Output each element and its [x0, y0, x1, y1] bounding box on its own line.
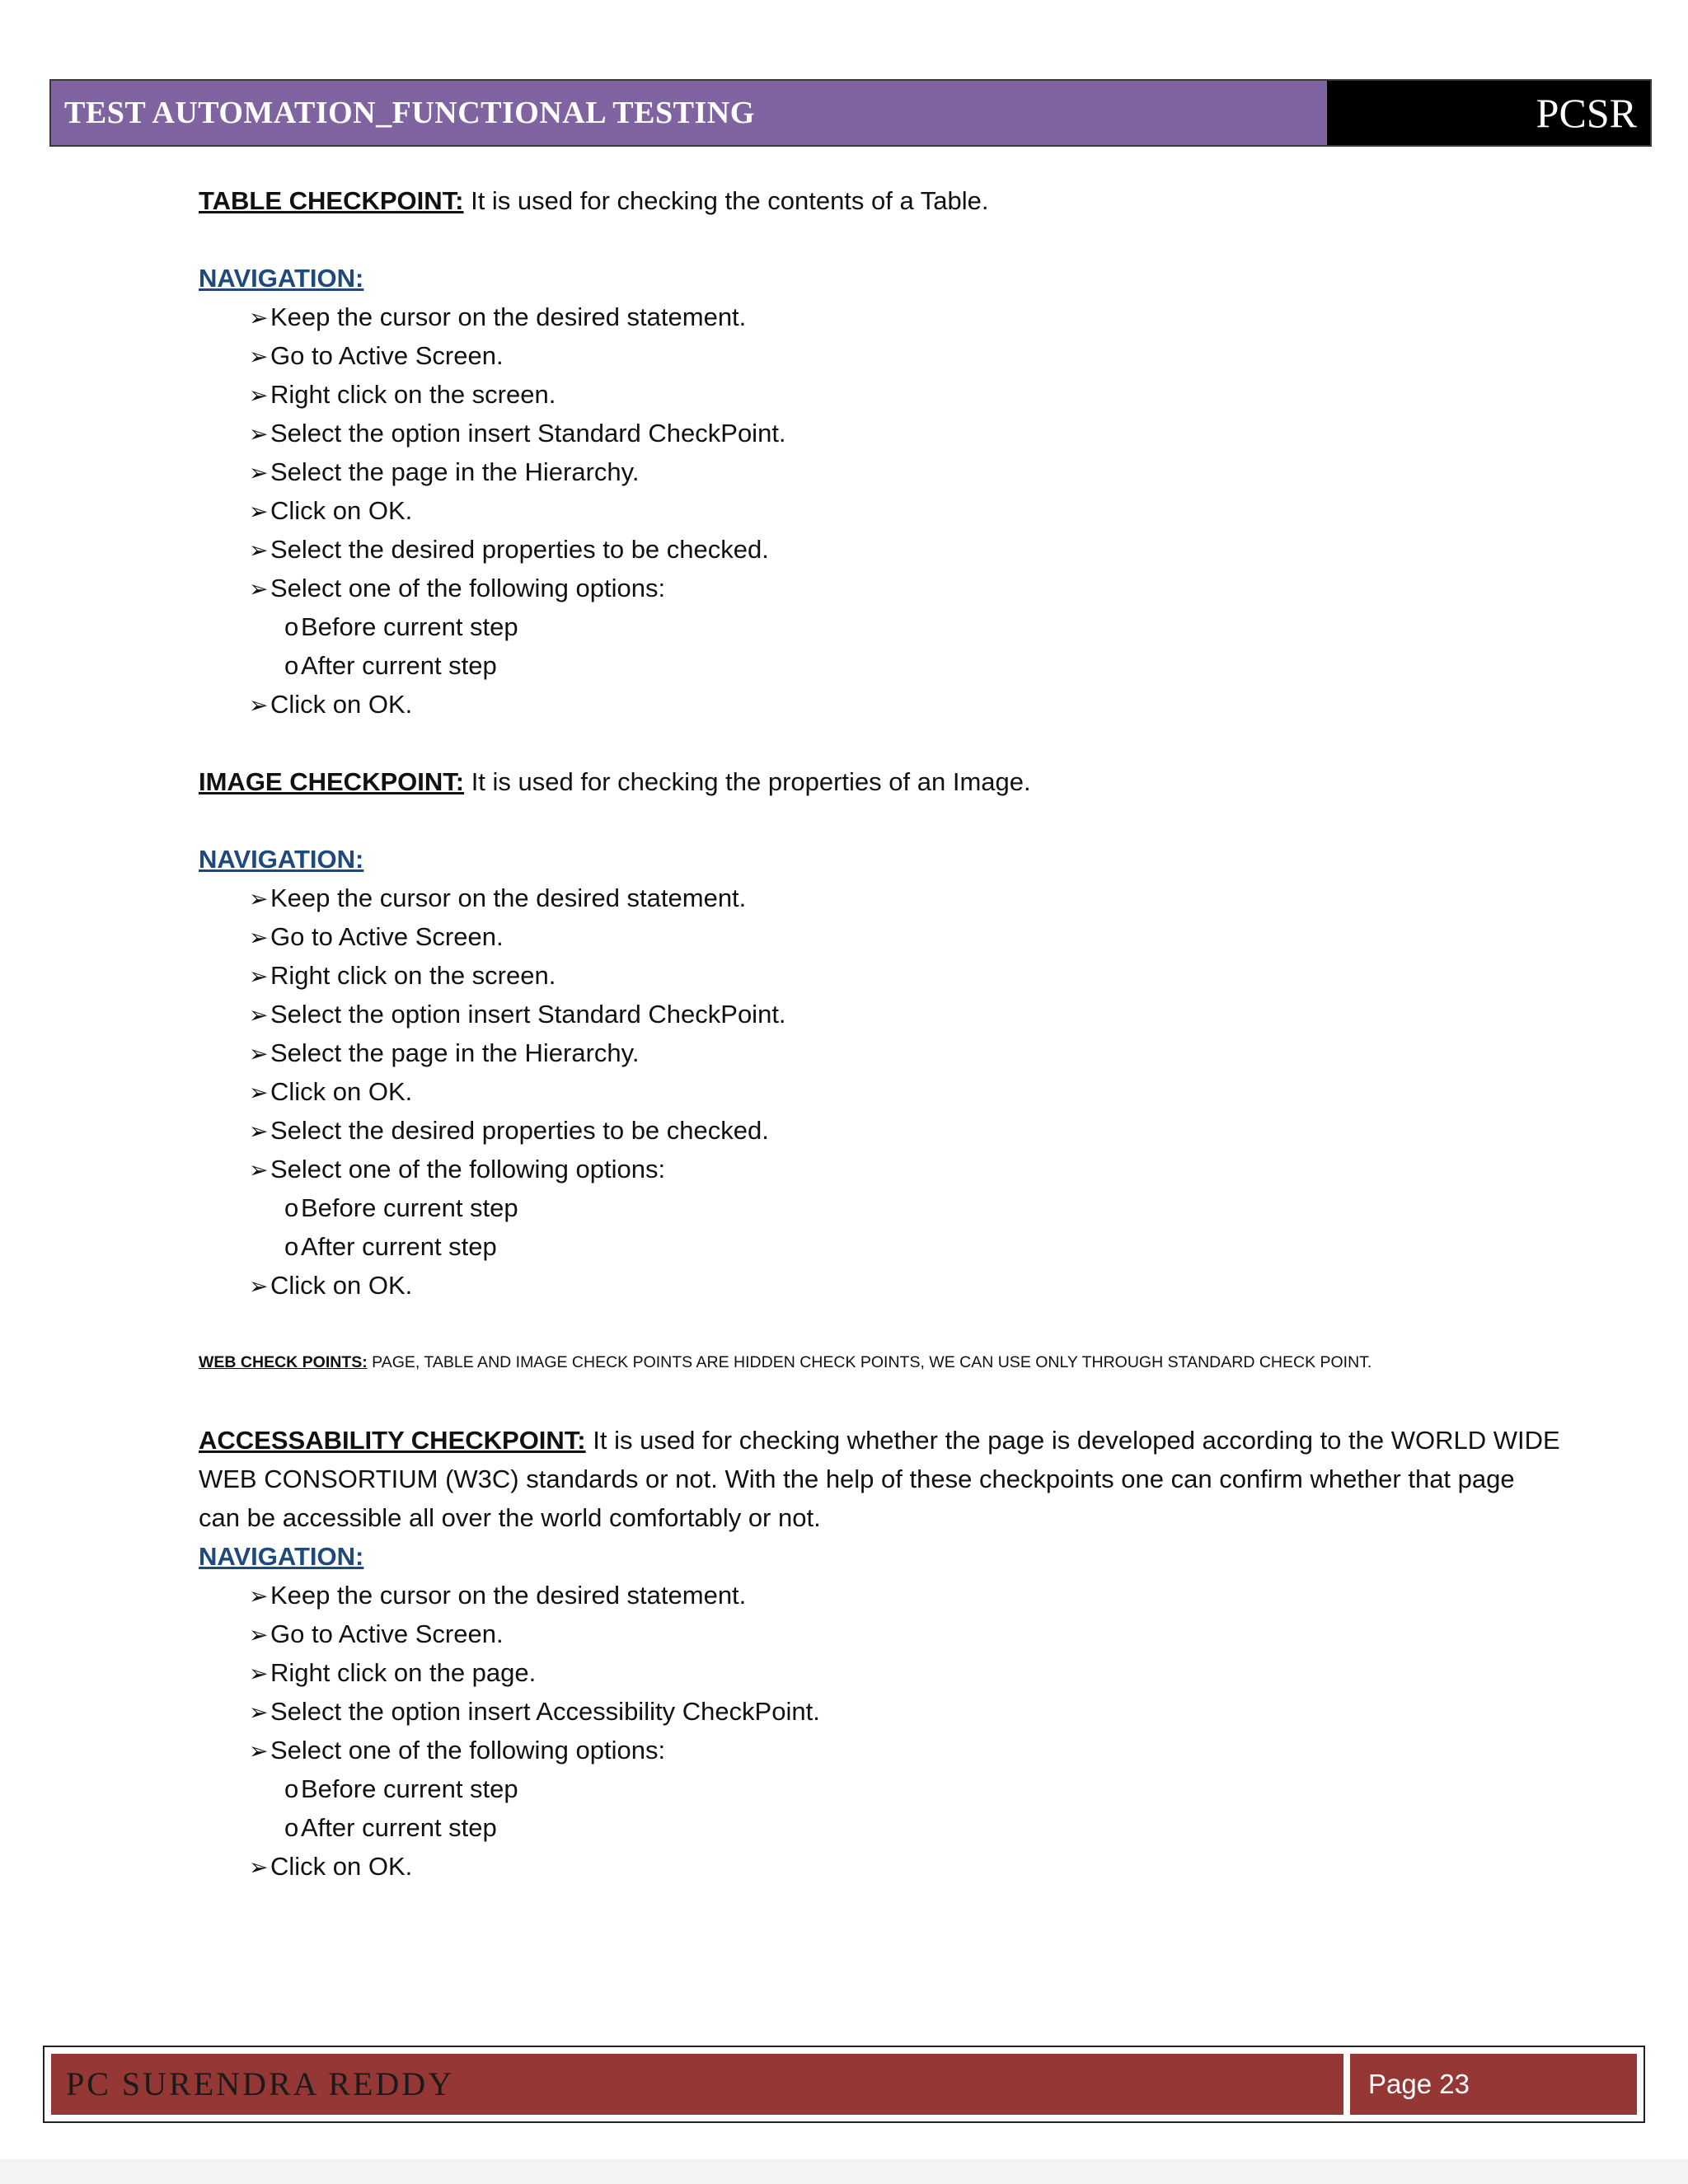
- list-item: ➢Select the option insert Standard CheckPoint.: [199, 414, 1514, 452]
- arrow-bullet-icon: ➢: [249, 886, 269, 912]
- sub-list-item: oAfter current step: [199, 646, 1514, 685]
- list-item: ➢Go to Active Screen.: [199, 917, 1514, 956]
- web-checkpoints-note: [199, 1343, 1514, 1382]
- list-item: ➢Go to Active Screen.: [199, 336, 1514, 375]
- document-content: [199, 181, 1560, 1886]
- arrow-bullet-icon: ➢: [249, 1080, 269, 1105]
- list-item: ➢Select one of the following options:: [199, 1731, 1514, 1769]
- arrow-bullet-icon: ➢: [249, 537, 269, 563]
- arrow-bullet-icon: ➢: [249, 382, 269, 408]
- arrow-bullet-icon: ➢: [249, 1699, 269, 1725]
- navigation-label: NAVIGATION:: [199, 264, 364, 293]
- arrow-bullet-icon: ➢: [249, 305, 269, 330]
- arrow-bullet-icon: ➢: [249, 1118, 269, 1144]
- accessibility-paragraph-line: ACCESSABILITY CHECKPOINT: It is used for checking whether the page is developed according to the WORLD WIDE: [199, 1426, 1560, 1455]
- arrow-bullet-icon: ➢: [249, 963, 269, 989]
- list-item: ➢Click on OK.: [199, 1847, 1514, 1886]
- arrow-bullet-icon: ➢: [249, 460, 269, 485]
- circle-bullet-icon: o: [284, 1232, 299, 1261]
- note-text: PAGE, TABLE AND IMAGE CHECK POINTS ARE HIDDEN CHECK POINTS, WE CAN USE ONLY THROUGH STANDARD CHECK POINT.: [367, 1353, 1372, 1371]
- image-checkpoint-intro: [199, 762, 1514, 801]
- list-item: ➢Click on OK.: [199, 1072, 1514, 1111]
- list-item: ➢Select the page in the Hierarchy.: [199, 452, 1514, 491]
- page-number: Page 23: [1350, 2054, 1637, 2115]
- section-description: It is used for checking the properties of an Image.: [464, 767, 1031, 796]
- footer-author: PC SURENDRA REDDY: [51, 2054, 1343, 2115]
- list-item: ➢Select the desired properties to be checked.: [199, 530, 1514, 569]
- arrow-bullet-icon: ➢: [249, 1273, 269, 1299]
- list-item: ➢Go to Active Screen.: [199, 1615, 1514, 1653]
- list-item: ➢Select one of the following options:: [199, 569, 1514, 607]
- list-item: ➢Select the option insert Standard CheckPoint.: [199, 995, 1514, 1033]
- list-item: ➢Select the page in the Hierarchy.: [199, 1033, 1514, 1072]
- arrow-bullet-icon: ➢: [249, 1002, 269, 1028]
- circle-bullet-icon: o: [284, 612, 299, 641]
- navigation-label: NAVIGATION:: [199, 845, 364, 874]
- arrow-bullet-icon: ➢: [249, 1583, 269, 1609]
- arrow-bullet-icon: ➢: [249, 1854, 269, 1880]
- arrow-bullet-icon: ➢: [249, 499, 269, 524]
- arrow-bullet-icon: ➢: [249, 1622, 269, 1647]
- arrow-bullet-icon: ➢: [249, 1661, 269, 1686]
- section-heading: TABLE CHECKPOINT:: [199, 186, 464, 215]
- section-heading: IMAGE CHECKPOINT:: [199, 767, 465, 796]
- page-footer: [43, 2046, 1645, 2123]
- list-item: ➢Click on OK.: [199, 1266, 1514, 1305]
- circle-bullet-icon: o: [284, 651, 299, 680]
- section-description: It is used for checking the contents of a Table.: [463, 186, 989, 215]
- list-item: ➢Select the option insert Accessibility CheckPoint.: [199, 1692, 1514, 1731]
- sub-list-item: oBefore current step: [199, 607, 1514, 646]
- table-checkpoint-intro: [199, 181, 1514, 220]
- page-header: [49, 79, 1652, 147]
- arrow-bullet-icon: ➢: [249, 344, 269, 369]
- list-item: ➢Select the desired properties to be checked.: [199, 1111, 1514, 1150]
- header-title: TEST AUTOMATION_FUNCTIONAL TESTING: [51, 81, 1327, 145]
- section-heading: WEB CHECK POINTS:: [199, 1353, 368, 1371]
- navigation-label: NAVIGATION:: [199, 1542, 364, 1571]
- circle-bullet-icon: o: [284, 1193, 299, 1222]
- list-item: ➢Keep the cursor on the desired statement.: [199, 1576, 1514, 1615]
- header-brand: PCSR: [1327, 81, 1650, 145]
- circle-bullet-icon: o: [284, 1813, 299, 1842]
- sub-list-item: oBefore current step: [199, 1769, 1514, 1808]
- sub-list-item: oAfter current step: [199, 1227, 1514, 1266]
- list-item: ➢Right click on the page.: [199, 1653, 1514, 1692]
- list-item: ➢Right click on the screen.: [199, 956, 1514, 995]
- section-heading: ACCESSABILITY CHECKPOINT:: [199, 1426, 586, 1455]
- circle-bullet-icon: o: [284, 1774, 299, 1803]
- list-item: ➢Click on OK.: [199, 685, 1514, 724]
- list-item: ➢Right click on the screen.: [199, 375, 1514, 414]
- sub-list-item: oAfter current step: [199, 1808, 1514, 1847]
- arrow-bullet-icon: ➢: [249, 692, 269, 718]
- arrow-bullet-icon: ➢: [249, 1157, 269, 1183]
- accessibility-paragraph-line: WEB CONSORTIUM (W3C) standards or not. With the help of these checkpoints one can confirm whether that page: [199, 1465, 1515, 1493]
- accessibility-paragraph-line: can be accessible all over the world comfortably or not.: [199, 1503, 821, 1532]
- arrow-bullet-icon: ➢: [249, 925, 269, 950]
- arrow-bullet-icon: ➢: [249, 1738, 269, 1764]
- list-item: ➢Keep the cursor on the desired statement.: [199, 298, 1514, 336]
- list-item: ➢Click on OK.: [199, 491, 1514, 530]
- list-item: ➢Keep the cursor on the desired statement.: [199, 879, 1514, 917]
- sub-list-item: oBefore current step: [199, 1188, 1514, 1227]
- arrow-bullet-icon: ➢: [249, 576, 269, 602]
- arrow-bullet-icon: ➢: [249, 1041, 269, 1066]
- arrow-bullet-icon: ➢: [249, 421, 269, 447]
- list-item: ➢Select one of the following options:: [199, 1150, 1514, 1188]
